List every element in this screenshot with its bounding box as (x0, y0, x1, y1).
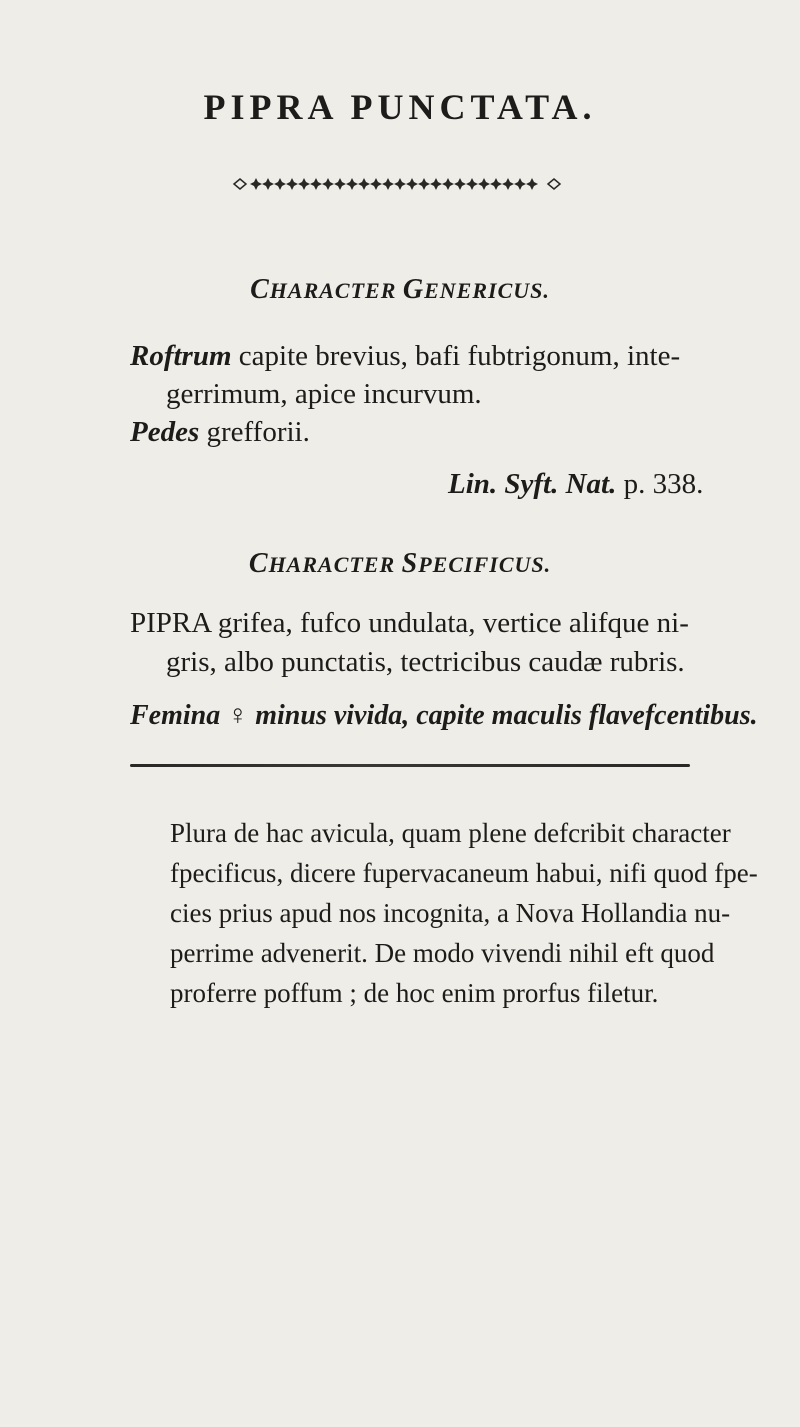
ornament-icon (232, 176, 562, 192)
generic-character-heading: CHARACTER GENERICUS. (250, 274, 550, 305)
ornament-star-icon (262, 178, 274, 190)
description-line-4: perrime advenerit. De modo vivendi nihil eft quod (170, 938, 715, 968)
ornament-star-icon (478, 178, 490, 190)
rostrum-label: Roftrum (130, 340, 232, 372)
ornament-star-icon (334, 178, 346, 190)
ornament-star-icon (454, 178, 466, 190)
ornament-star-icon (526, 178, 538, 190)
ornament-star-icon (250, 178, 262, 190)
ornament-star-icon (466, 178, 478, 190)
ornament-star-icon (286, 178, 298, 190)
ornament-star-icon (430, 178, 442, 190)
ornament-star-icon (358, 178, 370, 190)
ornament-star-icon (490, 178, 502, 190)
reference-page: p. 338. (616, 468, 704, 500)
specific-line-1: PIPRA grifea, fufco undulata, vertice alifque ni- (130, 607, 689, 639)
female-description: minus vivida, capite maculis flavefcentibus. (248, 700, 758, 731)
ornament-star-icon (274, 178, 286, 190)
female-symbol-icon: ♀ (227, 700, 249, 731)
ornament-star-icon (514, 178, 526, 190)
ornament-star-icon (394, 178, 406, 190)
ornament-star-icon (442, 178, 454, 190)
specific-line-2: gris, albo punctatis, tectricibus caudæ rubris. (166, 646, 685, 678)
description-line-3: cies prius apud nos incognita, a Nova Hollandia nu- (170, 898, 731, 928)
pedes-line (130, 418, 310, 447)
female-label: Femina (130, 700, 221, 731)
horizontal-rule (130, 764, 690, 767)
ornament-star-icon (310, 178, 322, 190)
ornament-star-icon (406, 178, 418, 190)
female-line (130, 702, 758, 730)
rostrum-line-continued: gerrimum, apice incurvum. (166, 378, 482, 410)
reference-citation (448, 470, 703, 499)
pedes-description: grefforii. (199, 416, 310, 448)
ornament-star-icon (346, 178, 358, 190)
ornament-star-icon (418, 178, 430, 190)
ornament-star-icon (322, 178, 334, 190)
ornament-star-icon (370, 178, 382, 190)
rostrum-line (130, 342, 680, 371)
specific-character-heading: CHARACTER SPECIFICUS. (248, 548, 552, 579)
description-line-5: proferre poffum ; de hoc enim prorfus filetur. (170, 978, 659, 1008)
ornament-star-icon (382, 178, 394, 190)
reference-source: Lin. Syft. Nat. (448, 468, 617, 500)
description-line-1: Plura de hac avicula, quam plene defcribit character (170, 818, 731, 848)
description-line-2: fpecificus, dicere fupervacaneum habui, nifi quod fpe- (170, 858, 758, 888)
rostrum-description: capite brevius, bafi fubtrigonum, inte- (231, 340, 681, 372)
page-title: PIPRA PUNCTATA. (203, 87, 597, 127)
ornament-star-icon (502, 178, 514, 190)
ornament-star-icon (298, 178, 310, 190)
pedes-label: Pedes (130, 416, 200, 448)
